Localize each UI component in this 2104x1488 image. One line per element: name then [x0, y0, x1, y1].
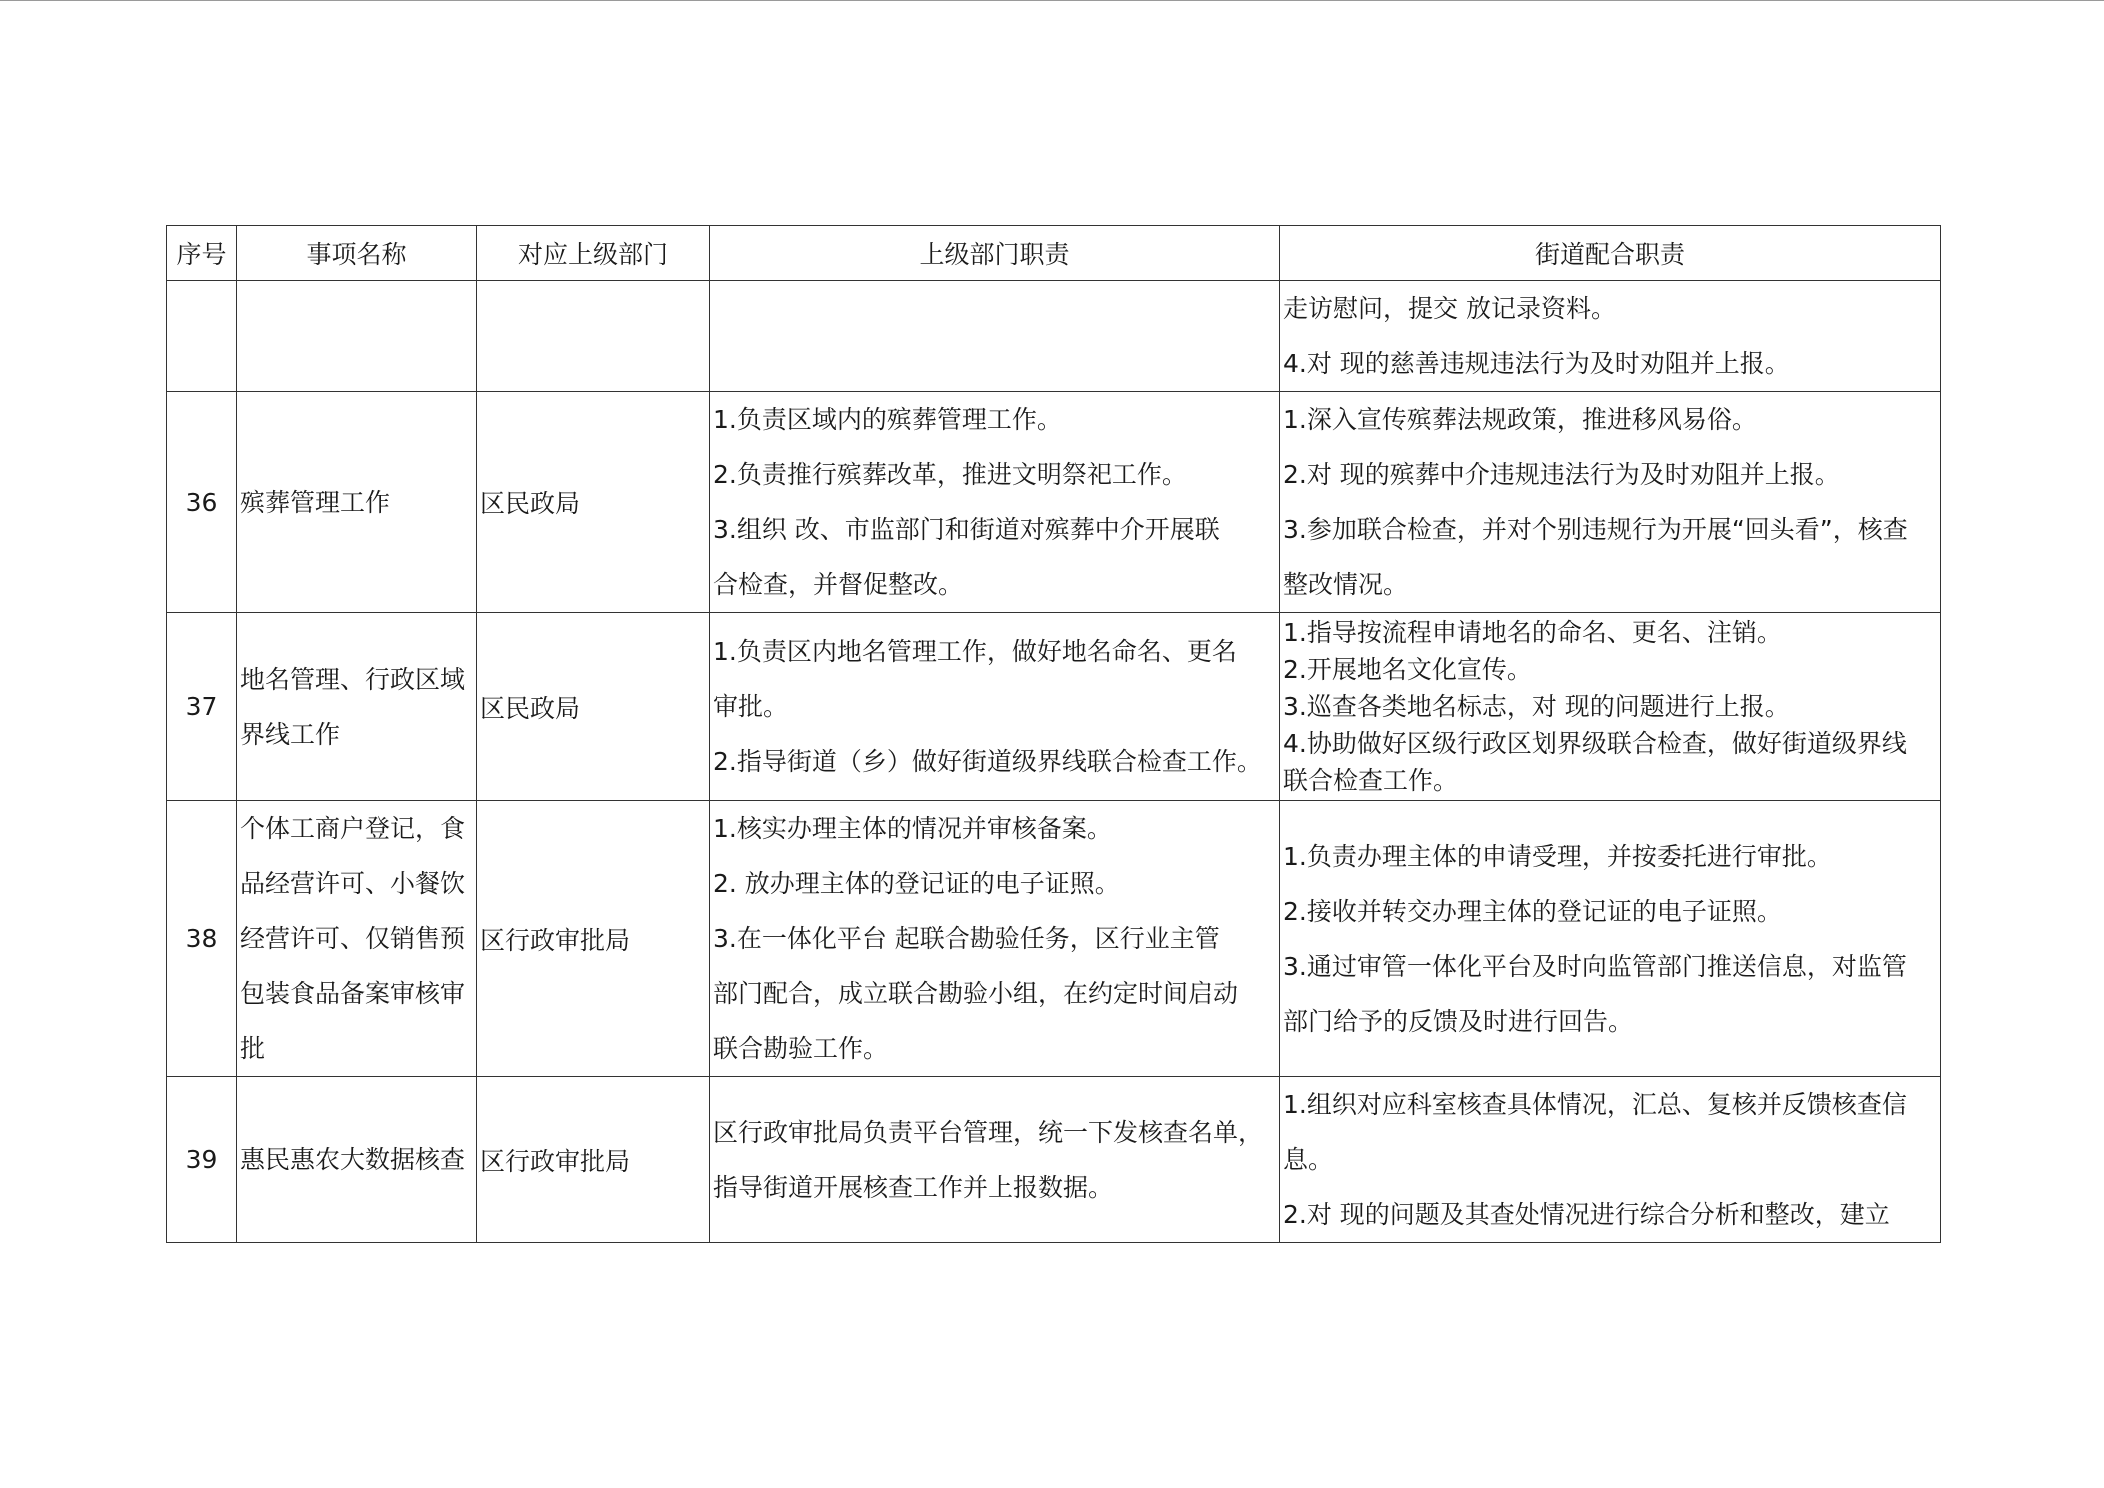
item-name: 惠民惠农大数据核查 [240, 1145, 466, 1174]
duty-line: 2.负责推行殡葬改革，推进文明祭祀工作。 [713, 460, 1187, 489]
cell-seq: 38 [167, 801, 237, 1077]
duty-line: 2. 放办理主体的登记证的电子证照。 [713, 869, 1120, 898]
cell-item-name [237, 1077, 477, 1243]
cell-seq [167, 281, 237, 392]
duty-line: 2.接收并转交办理主体的登记证的电子证照。 [1283, 896, 1782, 926]
item-name: 个体工商户登记，食品经营许可、小餐饮经营许可、仅销售预包装食品备案审核审批 [240, 814, 466, 1063]
item-name: 殡葬管理工作 [240, 487, 391, 517]
duty-line: 2.对 现的殡葬中介违规违法行为及时劝阻并上报。 [1283, 460, 1840, 489]
cell-street-duty [1280, 613, 1941, 801]
cell-department: 区民政局 [477, 613, 710, 801]
header-upper-duty: 上级部门职责 [710, 226, 1280, 281]
cell-department: 区民政局 [477, 392, 710, 613]
header-department: 对应上级部门 [477, 226, 710, 281]
cell-item-name [237, 281, 477, 392]
duty-line: 3.参加联合检查，并对个别违规行为开展“回头看”，核查 [1283, 515, 1908, 544]
cell-upper-duty [710, 281, 1280, 392]
duty-line: 合检查，并督促整改。 [713, 570, 964, 599]
cell-seq: 37 [167, 613, 237, 801]
duty-line: 走访慰问，提交 放记录资料。 [1283, 294, 1616, 323]
duty-table [166, 225, 1941, 1243]
cell-seq: 39 [167, 1077, 237, 1243]
cell-upper-duty [710, 1077, 1280, 1243]
cell-item-name [237, 801, 477, 1077]
duty-line: 2.指导街道（乡）做好街道级界线联合检查工作。 [713, 747, 1262, 776]
duty-line: 4.对 现的慈善违规违法行为及时劝阻并上报。 [1283, 349, 1790, 378]
duty-line: 2.对 现的问题及其查处情况进行综合分析和整改，建立 [1283, 1200, 1890, 1229]
duty-line: 联合检查工作。 [1283, 766, 1459, 795]
cell-upper-duty [710, 613, 1280, 801]
duty-line: 1.组织对应科室核查具体情况，汇总、复核并反馈核查信 [1283, 1090, 1907, 1119]
cell-department [477, 281, 710, 392]
duty-line: 指导街道开展核查工作并上报数据。 [713, 1172, 1114, 1202]
duty-line: 审批。 [713, 692, 789, 721]
duty-line: 整改情况。 [1283, 570, 1409, 599]
table-row [167, 392, 1941, 613]
duty-line: 2.开展地名文化宣传。 [1283, 655, 1532, 684]
duty-line: 3.组织 改、市监部门和街道对殡葬中介开展联 [713, 515, 1220, 544]
duty-line: 部门给予的反馈及时进行回告。 [1283, 1006, 1634, 1036]
cell-department: 区行政审批局 [477, 801, 710, 1077]
table-row [167, 1077, 1941, 1243]
duty-line: 息。 [1283, 1145, 1334, 1174]
table-row [167, 613, 1941, 801]
header-seq: 序号 [167, 226, 237, 281]
item-name: 地名管理、行政区域界线工作 [240, 664, 466, 749]
duty-line: 1.核实办理主体的情况并审核备案。 [713, 814, 1112, 843]
cell-upper-duty [710, 392, 1280, 613]
cell-street-duty [1280, 801, 1941, 1077]
cell-item-name [237, 392, 477, 613]
cell-street-duty [1280, 281, 1941, 392]
duty-line: 1.负责区域内的殡葬管理工作。 [713, 405, 1062, 434]
cell-street-duty [1280, 392, 1941, 613]
cell-item-name [237, 613, 477, 801]
duty-line: 部门配合，成立联合勘验小组，在约定时间启动 [713, 979, 1239, 1008]
duty-line: 1.负责办理主体的申请受理，并按委托进行审批。 [1283, 841, 1832, 871]
cell-upper-duty [710, 801, 1280, 1077]
duty-line: 1.负责区内地名管理工作，做好地名命名、更名 [713, 637, 1237, 666]
duty-line: 3.在一体化平台 起联合勘验任务，区行业主管 [713, 924, 1220, 953]
page-top-edge [0, 0, 2104, 1]
duty-line: 区行政审批局负责平台管理，统一下发核查名单， [713, 1117, 1264, 1147]
table-row [167, 801, 1941, 1077]
header-item-name: 事项名称 [237, 226, 477, 281]
duty-line: 1.深入宣传殡葬法规政策，推进移风易俗。 [1283, 405, 1757, 434]
table-row-continuation [167, 281, 1941, 392]
duty-line: 联合勘验工作。 [713, 1034, 889, 1063]
duty-line: 3.巡查各类地名标志，对 现的问题进行上报。 [1283, 692, 1790, 721]
duty-line: 3.通过审管一体化平台及时向监管部门推送信息，对监管 [1283, 951, 1907, 981]
cell-seq: 36 [167, 392, 237, 613]
duty-line: 1.指导按流程申请地名的命名、更名、注销。 [1283, 618, 1782, 647]
table-header-row [167, 226, 1941, 281]
cell-department: 区行政审批局 [477, 1077, 710, 1243]
header-street-duty: 街道配合职责 [1280, 226, 1941, 281]
duty-line: 4.协助做好区级行政区划界级联合检查，做好街道级界线 [1283, 729, 1907, 758]
cell-street-duty [1280, 1077, 1941, 1243]
